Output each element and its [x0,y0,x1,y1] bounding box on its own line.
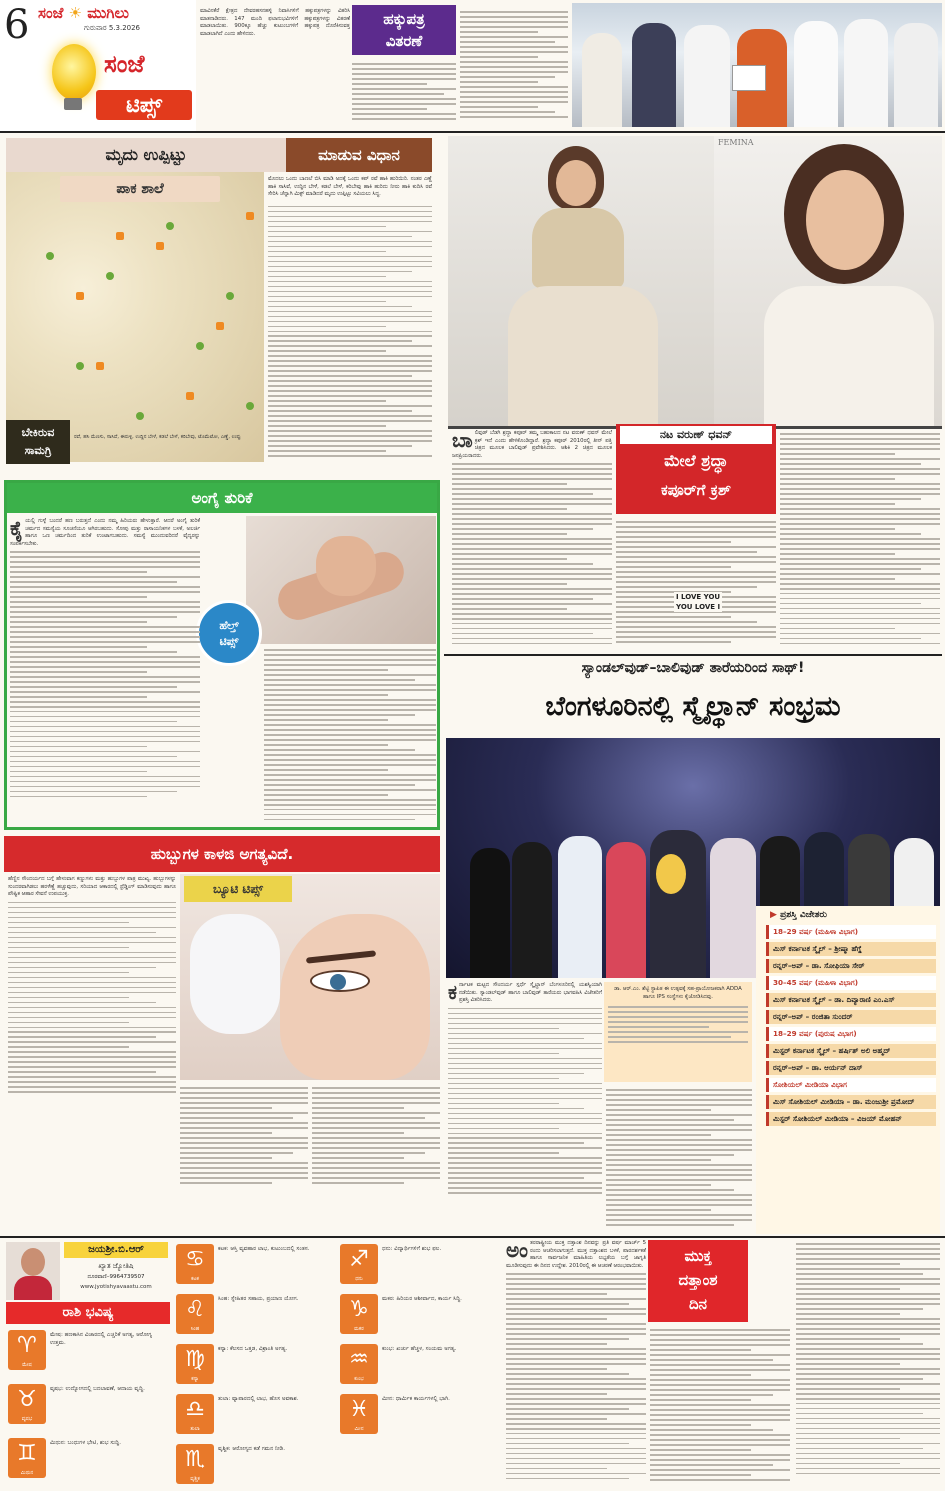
page-number: 6 [4,2,30,48]
horoscope-entry [174,1392,334,1440]
horoscope-entry [174,1292,334,1340]
winner-item: ಮಿಸ್ ಕರ್ನಾಟಕ ಸ್ಮೈಲ್ – ಶ್ರೀಷ್ಮಾ ಹೆಗ್ಡೆ [766,942,936,956]
winners-list [756,925,940,1126]
section-subtitle: ಟಿಪ್ಸ್ [96,90,192,120]
astrologer-phone: ದೂರವಾಣಿ–9964739507 [87,1274,145,1280]
horoscope-entry [6,1436,170,1484]
horoscope-entry [6,1328,170,1376]
beauty-column-2 [180,1084,308,1186]
horoscope-entry [174,1342,334,1390]
recipe-method: ಮೊದಲು ಒಂದು ಬಾಣಲೆ ಬಿಸಿ ಮಾಡಿ ಅದಕ್ಕೆ ಒಂದು ಕಪ್ ರವೆ ಹಾಕಿ ಹುರಿಯಿರಿ. ನಂತರ ಎಣ್ಣೆ ಹಾಕಿ ಸಾಸಿವೆ, ಉದ್ದಿನ ಬೇಳೆ, ಕಡಲೆ ಬೇಳೆ, ಕರಿಬೇವು ಹಾಕಿ ಹುರಿದು ನೀರು ಹಾಕಿ ಕುದಿಸಿ ರವೆ ಸೇರಿಸಿ ಚೆನ್ನಾಗಿ ಮಿಕ್ಸ್ ಮಾಡಿದರೆ ಮೃದು ಉಪ್ಪಿಟ್ಟು ಸವಿಯಲು ಸಿದ್ಧ. [268,176,432,476]
zodiac-prediction: ಕನ್ಯಾ: ಕೆಲಸದ ಒತ್ತಡ, ವಿಶ್ರಾಂತಿ ಅಗತ್ಯ. [218,1346,288,1352]
health-tips-badge: ಹೆಲ್ತ್ ಟಿಪ್ಸ್ [196,600,262,666]
lightbulb-icon [52,44,96,100]
horoscope-entry [338,1392,502,1440]
feature-quote: I LOVE YOU YOU LOVE I [676,593,721,611]
winner-item: ರನ್ನರ್–ಅಪ್ – ಡಾ. ಆರ್ಯನ್ ದಾಸ್ [766,1061,936,1075]
magazine-mark: FEMINA [718,138,754,147]
zodiac-prediction: ಮೀನ: ಧಾರ್ಮಿಕ ಕಾರ್ಯಗಳಲ್ಲಿ ಭಾಗಿ. [382,1396,450,1402]
section-title: ಸಂಜೆ [104,50,145,78]
zodiac-icon: ♏ [176,1444,214,1484]
sun-icon: ☀ [68,4,82,22]
winners-box [756,906,940,1234]
horoscope-entry [338,1342,502,1390]
horoscope-entry [338,1292,502,1340]
top-story-body [352,60,456,126]
zodiac-name: ವೃಷಭ [21,1416,33,1422]
zodiac-icon: ♈ [8,1330,46,1370]
ingredients-list: ರವೆ, ಹಸಿ ಮೆಣಸು, ಸಾಸಿವೆ, ಈರುಳ್ಳಿ, ಉದ್ದಿನ ಬೇಳೆ, ಕಡಲೆ ಬೇಳೆ, ಕರಿಬೇವು, ಟೊಮೆಟೋ, ಎಣ್ಣೆ, ಉಪ್ಪು [74,434,241,440]
astrologer-name: ಜಯಶ್ರೀ.ಬಿ.ಆರ್ [64,1242,168,1258]
zodiac-name: ಸಿಂಹ [190,1326,200,1332]
zodiac-prediction: ವೃಷಭ: ಉದ್ಯೋಗದಲ್ಲಿ ಬದಲಾವಣೆ, ಆದಾಯ ವೃದ್ಧಿ. [50,1386,145,1392]
event-kicker: ಸ್ಯಾಂಡಲ್‌ವುಡ್–ಬಾಲಿವುಡ್ ತಾರೆಯರಿಂದ ಸಾಥ್! [581,660,805,676]
astrologer-photo [6,1242,60,1300]
winner-item: ಸೋಶಿಯಲ್ ಮೀಡಿಯಾ ವಿಭಾಗ [766,1078,936,1092]
top-story-intro: ಮಾವಿನಕೆರೆ ಕ್ಷೇತ್ರದ ದೇವರಹಸನಹಳ್ಳಿ ನಿವಾಸಿಗಳಿಗೆ ಹಕ್ಕುಪತ್ರಗಳನ್ನು ವಿತರಿಸಿ ಮಾತನಾಡಿದರು. 147 ಮಂದಿ ಫಲಾನುಭವಿಗಳಿಗೆ ಹಕ್ಕುಪತ್ರಗಳನ್ನು ವಿತರಣೆ ಮಾಡಲಾಯಿತು. 900ಕ್ಕೂ ಹೆಚ್ಚು ಕುಟುಂಬಗಳಿಗೆ ಹಕ್ಕುಪತ್ರ ದೊರೆಕಿಸುವತ್ತ ಮಾಡಲಾಗಿದೆ ಎಂದು ಹೇಳಿದರು. [200,8,350,37]
story-tag: ಹಕ್ಕುಪತ್ರ ವಿತರಣೆ [352,5,456,55]
zodiac-name: ವೃಶ್ಚಿಕ [190,1476,200,1482]
recipe-title: ಮೃದು ಉಪ್ಪಿಟ್ಟು [6,138,286,172]
astrologer-website[interactable]: www.jyotishyavaastu.com [80,1284,152,1290]
zodiac-icon: ♌ [176,1294,214,1334]
arrow-icon: ▶ [770,910,777,920]
horoscope-entry [338,1242,502,1290]
event-story: ಕರ್ನಾಟಕ ಮಟ್ಟದ ಸೌಂದರ್ಯ ಸ್ಪರ್ಧೆ ಸ್ಮೈಲ್ಥಾನ್ ಬೆಂಗಳೂರಿನಲ್ಲಿ ಯಶಸ್ವಿಯಾಗಿ ನಡೆಯಿತು. ಸ್ಯಾಂಡಲ್‌ವುಡ್ ಹಾಗೂ ಬಾಲಿವುಡ್ ತಾರೆಯರು ಭಾಗವಹಿಸಿ ವಿಜೇತರಿಗೆ ಪ್ರಶಸ್ತಿ ವಿತರಿಸಿದರು. [448,982,602,1232]
horoscope-entry [174,1242,334,1290]
health-title: ಅಂಗೈ ತುರಿಕೆ [7,483,437,513]
masthead [0,0,196,132]
winners-title: ▶ ಪ್ರಶಸ್ತಿ ವಿಜೇತರು [770,910,828,920]
zodiac-icon: ♍ [176,1344,214,1384]
zodiac-icon: ♉ [8,1384,46,1424]
zodiac-icon: ♒ [340,1344,378,1384]
zodiac-name: ಮೇಷ [22,1362,32,1368]
top-story-column [460,8,568,126]
event-headline: ಬೆಂಗಳೂರಿನಲ್ಲಿ ಸ್ಮೈಲ್ಥಾನ್ ಸಂಭ್ರಮ [545,691,841,722]
issue-date: ಗುರುವಾರ 5.3.2026 [84,24,141,32]
zodiac-prediction: ಸಿಂಹ: ಸ್ನೇಹಿತರ ಸಹಾಯ, ಪ್ರಯಾಣ ಯೋಗ. [218,1296,299,1302]
zodiac-name: ತುಲಾ [190,1426,200,1432]
zodiac-prediction: ತುಲಾ: ವ್ಯಾಪಾರದಲ್ಲಿ ಲಾಭ, ಹೊಸ ಅವಕಾಶ. [218,1396,299,1402]
zodiac-prediction: ವೃಶ್ಚಿಕ: ಆರೋಗ್ಯದ ಕಡೆ ಗಮನ ನೀಡಿ. [218,1446,285,1452]
actress-photo-left [448,136,714,426]
winner-item: ಮಿಸ್ಟರ್ ಸೋಶಿಯಲ್ ಮೀಡಿಯಾ – ವಿಜಯ್ ಮೋಹನ್ [766,1112,936,1126]
winner-item: 18–29 ವರ್ಷ (ಮಹಿಳಾ ವಿಭಾಗ) [766,925,936,939]
zodiac-prediction: ಮೇಷ: ಹಣಕಾಸಿನ ವಿಚಾರದಲ್ಲಿ ಎಚ್ಚರಿಕೆ ಅಗತ್ಯ, ಆರೋಗ್ಯ ಉತ್ತಮ. [50,1332,153,1346]
zodiac-icon: ♐ [340,1244,378,1284]
wrist-pain-photo [246,516,436,644]
winner-item: ರನ್ನರ್–ಅಪ್ – ಡಾ. ಸೋಫಿಯಾ ಸೇಠ್ [766,959,936,973]
beauty-column-3 [312,1084,440,1186]
zodiac-prediction: ಮಕರ: ಹಿರಿಯರ ಆಶೀರ್ವಾದ, ಕಾರ್ಯ ಸಿದ್ಧಿ. [382,1296,462,1302]
paper-logo: ಸಂಜೆ ☀ ಮುಗಿಲು [38,4,129,22]
horoscope-title: ರಾಶಿ ಭವಿಷ್ಯ [6,1302,170,1324]
zodiac-icon: ♋ [176,1244,214,1284]
opendata-column-3 [796,1240,940,1486]
feature-column-2 [616,518,776,650]
zodiac-prediction: ಧನು: ವಿದ್ಯಾರ್ಥಿಗಳಿಗೆ ಶುಭ ಫಲ. [382,1246,442,1252]
ingredients-label: ಬೇಕಿರುವ ಸಾಮಗ್ರಿ [6,420,70,464]
event-organizer-note: ಡಾ. ಆರ್.ಎಂ. ಶೆಟ್ಟಿ ಸ್ಥಾಪಿತ ಈ ಉತ್ಸವಕ್ಕೆ ಸಹ-ಪ್ರಾಯೋಜಕರಾಗಿ ADDA ಹಾಗೂ IPS ಸಂಸ್ಥೆಗಳು ಕೈಜೋಡಿಸಿದವು. [604,982,752,1082]
health-story: ಕೈಯಲ್ಲಿ ಗುಳ್ಳೆ ಬಂದರೆ ಹಣ ಬರುತ್ತದೆ ಎಂದು ನಮ್ಮ ಹಿರಿಯರು ಹೇಳುತ್ತಾರೆ. ಆದರೆ ಅಂಗೈ ತುರಿಕೆ ಚರ್ಮದ ಸಮಸ್ಯೆಯ ಸೂಚನೆಯೂ ಆಗಿರಬಹುದು. ಸೋಪು ಮತ್ತು ರಾಸಾಯನಿಕಗಳ ಬಳಕೆ, ಅಲರ್ಜಿ ಹಾಗೂ ಒಣ ಚರ್ಮದಿಂದ ತುರಿಕೆ ಉಂಟಾಗಬಹುದು. ಸಮಸ್ಯೆ ಮುಂದುವರಿದರೆ ವೈದ್ಯರನ್ನು ಸಂಪರ್ಕಿಸಬೇಕು. [10,518,200,824]
eyebrow-photo [180,874,440,1080]
zodiac-prediction: ಮಿಥುನ: ಬಂಧುಗಳ ಭೇಟಿ, ಶುಭ ಸುದ್ದಿ. [50,1440,121,1446]
method-title: ಮಾಡುವ ವಿಧಾನ [286,138,432,172]
beauty-badge: ಬ್ಯೂಟಿ ಟಿಪ್ಸ್ [184,876,292,902]
zodiac-name: ಮಿಥುನ [20,1470,34,1476]
winner-item: ಮಿಸ್ ಕರ್ನಾಟಕ ಸ್ಮೈಲ್ – ಡಾ. ದಿವ್ಯಾರಾಣಿ ಎಂ.ಎಸ್ [766,993,936,1007]
zodiac-name: ಕುಂಭ [354,1376,364,1382]
opendata-title: ಮುಕ್ತ ದತ್ತಾಂಶ ದಿನ [648,1240,748,1322]
horoscope-entry [174,1442,334,1490]
zodiac-icon: ♊ [8,1438,46,1478]
astrologer-title: ಖ್ಯಾತ ಜ್ಯೋತಿಷಿ [98,1262,134,1270]
zodiac-name: ಮೀನ [354,1426,364,1432]
zodiac-icon: ♓ [340,1394,378,1434]
feature-column-3 [780,430,940,650]
upma-photo [6,172,264,462]
winner-item: ಮಿಸ್ಟರ್ ಕರ್ನಾಟಕ ಸ್ಮೈಲ್ – ಹರ್ಷಿತ್ ಅಲಿ ಅಹ್ಮದ್ [766,1044,936,1058]
winner-item: ರನ್ನರ್–ಅಪ್ – ರಂಜಿತಾ ಸುಂದರ್ [766,1010,936,1024]
feature-story: ಬಾಲಿವುಡ್ ಬೆಡಗಿ ಶ್ರದ್ಧಾ ಕಪೂರ್ ತಮ್ಮ ಬಹುಕಾಲದ ನಟ ವರುಣ್ ಧವನ್ ಮೇಲೆ ಕ್ರಶ್ ಇದೆ ಎಂದು ಹೇಳಿಕೊಂಡಿದ್ದಾರೆ. ಶ್ರದ್ಧಾ ಕಪೂರ್ 2010ರಲ್ಲಿ ತೀನ್ ಪತ್ತಿ ಚಿತ್ರದ ಮೂಲಕ ಬಾಲಿವುಡ್ ಪ್ರವೇಶಿಸಿದರು. ಆಶಿಕಿ 2 ಚಿತ್ರದ ಮೂಲಕ ಜನಪ್ರಿಯರಾದರು. [452,430,612,648]
award-ceremony-photo [572,3,942,127]
actress-photo-right [714,136,942,426]
opendata-story: ಅಂತರರಾಷ್ಟ್ರೀಯ ಮುಕ್ತ ದತ್ತಾಂಶ ದಿನವನ್ನು ಪ್ರತಿ ವರ್ಷ ಮಾರ್ಚ್ 5 ರಂದು ಆಚರಿಸಲಾಗುತ್ತದೆ. ಮುಕ್ತ ದತ್ತಾಂಶದ ಬಳಕೆ, ಪಾರದರ್ಶಕತೆ ಹಾಗೂ ಸಾರ್ವಜನಿಕ ಮಾಹಿತಿಯ ಲಭ್ಯತೆಯ ಬಗ್ಗೆ ಜಾಗೃತಿ ಮೂಡಿಸುವುದು ಈ ದಿನದ ಉದ್ದೇಶ. 2010ರಲ್ಲಿ ಈ ಆಚರಣೆ ಆರಂಭವಾಯಿತು. [506,1240,646,1486]
zodiac-name: ಕಟಕ [191,1276,199,1282]
zodiac-prediction: ಕುಂಭ: ಖರ್ಚು ಹೆಚ್ಚಳ, ಸಂಯಮ ಅಗತ್ಯ. [382,1346,457,1352]
winner-item: 18–29 ವರ್ಷ (ಪುರುಷ ವಿಭಾಗ) [766,1027,936,1041]
winner-item: 30–45 ವರ್ಷ (ಮಹಿಳಾ ವಿಭಾಗ) [766,976,936,990]
horoscope-entry [6,1382,170,1430]
kitchen-badge: ಪಾಕ ಶಾಲೆ [60,176,220,202]
feature-headline: ನಟ ವರುಣ್ ಧವನ್ ಮೇಲೆ ಶ್ರದ್ಧಾ ಕಪೂರ್‌ಗೆ ಕ್ರಶ್ [616,424,776,514]
zodiac-name: ಕನ್ಯಾ [191,1376,199,1382]
beauty-story: ಹೆಣ್ಣಿನ ಸೌಂದರ್ಯದ ಬಗ್ಗೆ ಹೇಳುವಾಗ ಕಣ್ಣುಗಳು ಮತ್ತು ಹುಬ್ಬುಗಳ ಪಾತ್ರ ಮುಖ್ಯ. ಹುಬ್ಬುಗಳನ್ನು ಸುಂದರವಾಗಿಡಲು ಹರಳೆಣ್ಣೆ ಹಚ್ಚುವುದು, ಸರಿಯಾದ ಆಕಾರದಲ್ಲಿ ಥ್ರೆಡ್ಡಿಂಗ್ ಮಾಡಿಸುವುದು ಹಾಗೂ ಪೌಷ್ಟಿಕ ಆಹಾರ ಸೇವನೆ ಉಪಯುಕ್ತ. [8,876,176,1186]
zodiac-name: ಮಕರ [354,1326,364,1332]
opendata-column-2 [650,1326,790,1486]
beauty-title: ಹುಬ್ಬುಗಳ ಕಾಳಜಿ ಅಗತ್ಯವಿದೆ. [4,836,440,872]
event-column-2 [606,1086,752,1232]
health-column-2 [264,646,436,824]
zodiac-name: ಧನು [355,1276,363,1282]
zodiac-icon: ♎ [176,1394,214,1434]
zodiac-prediction: ಕಟಕ: ಆಸ್ತಿ ವ್ಯವಹಾರ ಲಾಭ, ಕುಟುಂಬದಲ್ಲಿ ಸಂತಸ. [218,1246,310,1252]
winner-item: ಮಿಸ್ ಸೋಶಿಯಲ್ ಮೀಡಿಯಾ – ಡಾ. ಮಂಜುಶ್ರೀ ಪ್ರಮೋದ್ [766,1095,936,1109]
zodiac-icon: ♑ [340,1294,378,1334]
